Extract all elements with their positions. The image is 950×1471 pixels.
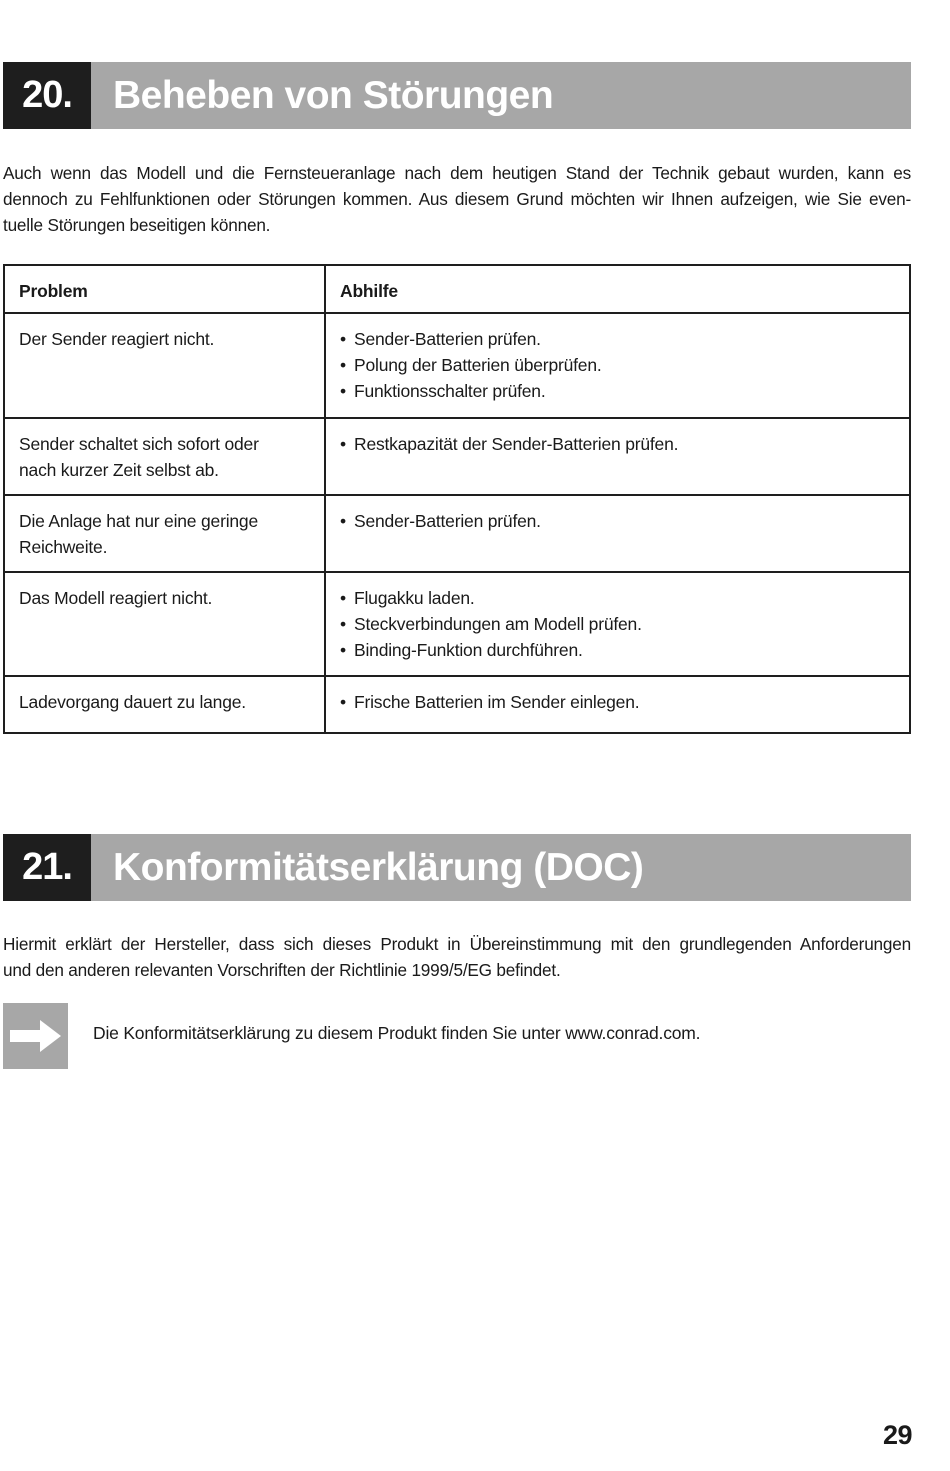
table-row xyxy=(4,313,910,418)
section-20-number: 20. xyxy=(3,62,91,129)
section-21-title: Konformitätserklärung (DOC) xyxy=(113,845,644,889)
solution-list xyxy=(340,326,895,404)
problem-line: Das Modell reagiert nicht. xyxy=(19,588,213,608)
conformity-note: Die Konformitätserklärung zu diesem Produkt finden Sie unter www.conrad.com. xyxy=(93,1023,701,1043)
solution-list xyxy=(340,689,895,715)
problem-line: Sender schaltet sich sofort oder xyxy=(19,434,259,454)
solution-list xyxy=(340,585,895,663)
table-row xyxy=(4,418,910,495)
section-20-title: Beheben von Störungen xyxy=(113,73,554,117)
solution-item: • Sender-Batterien prüfen. xyxy=(340,508,895,534)
problem-line: nach kurzer Zeit selbst ab. xyxy=(19,460,219,480)
solution-list xyxy=(340,508,895,534)
table-row xyxy=(4,495,910,572)
section-21-header xyxy=(3,834,911,901)
solution-item: • Binding-Funktion durchführen. xyxy=(340,637,895,663)
problem-cell xyxy=(4,495,325,572)
problem-line: Reichweite. xyxy=(19,537,108,557)
table-header-row xyxy=(4,265,910,313)
solution-item: • Polung der Batterien überprüfen. xyxy=(340,352,895,378)
page-number: 29 xyxy=(882,1420,912,1450)
header-solution: Abhilfe xyxy=(325,265,910,313)
section-21-number: 21. xyxy=(3,834,91,901)
intro-line: dennoch zu Fehlfunktionen oder Störungen kommen. Aus diesem Grund möchten wir Ihnen aufzeigen, wie Sie even- xyxy=(3,189,911,209)
solution-item: • Flugakku laden. xyxy=(340,585,895,611)
section-20-intro xyxy=(3,160,911,238)
solution-item: • Restkapazität der Sender-Batterien prüfen. xyxy=(340,431,895,457)
intro-line: Hiermit erklärt der Hersteller, dass sich dieses Produkt in Übereinstimmung mit den grundlegenden Anforderungen xyxy=(3,934,911,954)
solution-list xyxy=(340,431,895,457)
problem-line: Die Anlage hat nur eine geringe xyxy=(19,511,258,531)
table-row xyxy=(4,676,910,733)
problem-line: Der Sender reagiert nicht. xyxy=(19,329,215,349)
problem-line: Ladevorgang dauert zu lange. xyxy=(19,692,246,712)
problem-cell xyxy=(4,676,325,733)
solution-item: • Funktionsschalter prüfen. xyxy=(340,378,895,404)
solution-cell xyxy=(325,572,910,676)
solution-item: • Frische Batterien im Sender einlegen. xyxy=(340,689,895,715)
problem-cell xyxy=(4,418,325,495)
troubleshooting-table xyxy=(3,264,911,734)
section-20-header xyxy=(3,62,911,129)
table-row xyxy=(4,572,910,676)
intro-line: Auch wenn das Modell und die Fernsteueranlage nach dem heutigen Stand der Technik gebaut wurden, kann es xyxy=(3,163,911,183)
header-problem: Problem xyxy=(4,265,325,313)
solution-cell xyxy=(325,313,910,418)
solution-cell xyxy=(325,418,910,495)
arrow-right-icon xyxy=(3,1003,68,1069)
section-21-intro xyxy=(3,931,911,983)
intro-line: tuelle Störungen beseitigen können. xyxy=(3,215,271,235)
intro-line: und den anderen relevanten Vorschriften der Richtlinie 1999/5/EG befindet. xyxy=(3,960,561,980)
solution-item: • Sender-Batterien prüfen. xyxy=(340,326,895,352)
problem-cell xyxy=(4,572,325,676)
solution-item: • Steckverbindungen am Modell prüfen. xyxy=(340,611,895,637)
problem-cell xyxy=(4,313,325,418)
solution-cell xyxy=(325,495,910,572)
solution-cell xyxy=(325,676,910,733)
